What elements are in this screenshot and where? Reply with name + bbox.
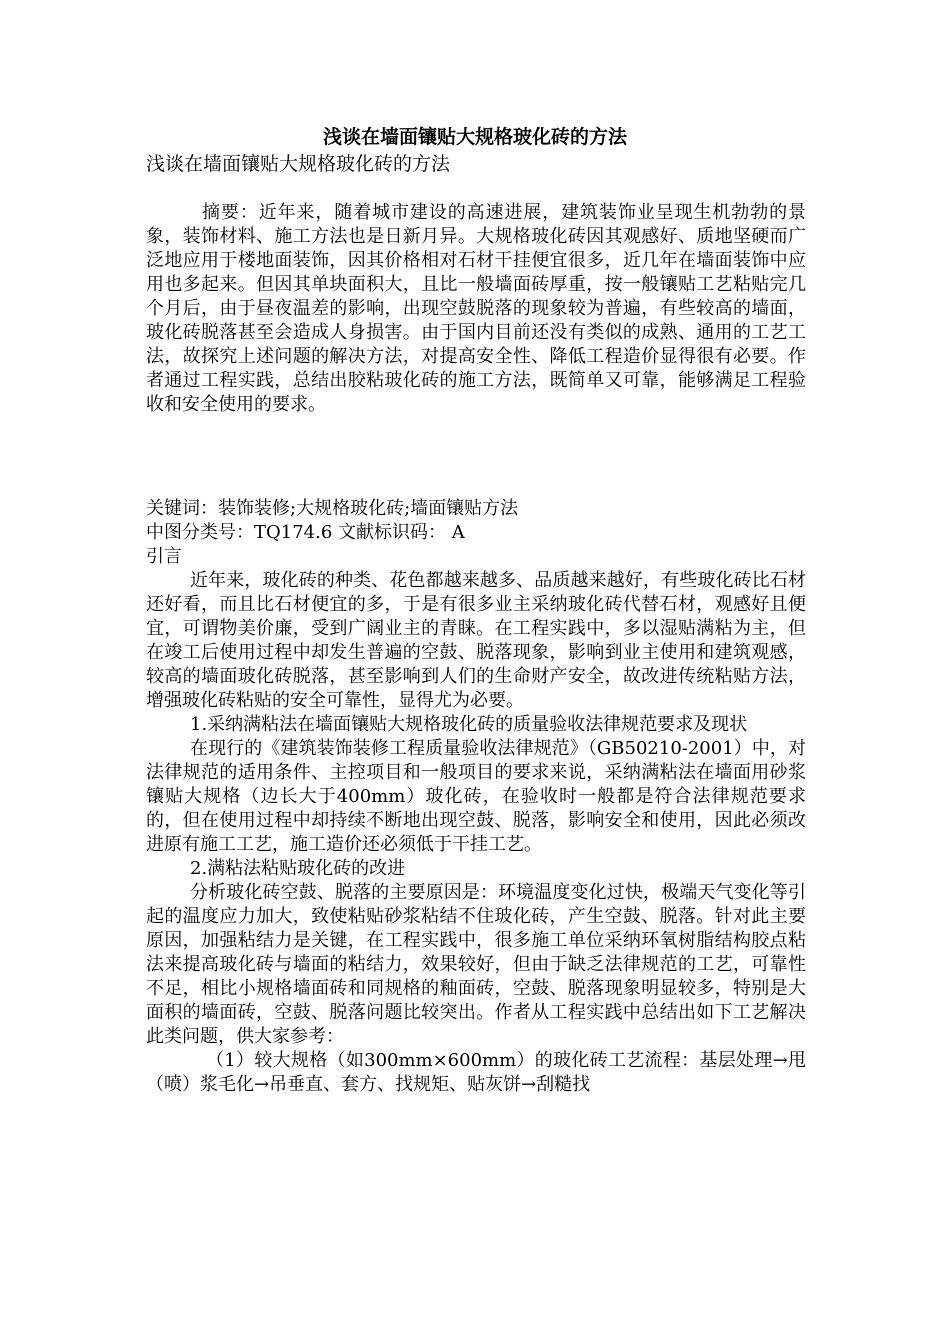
abstract-paragraph: 摘要：近年来，随着城市建设的高速进展，建筑装饰业呈现生机勃勃的景象，装饰材料、施工方法也是日新月异。大规格玻化砖因其观感好、质地坚硬而广泛地应用于楼地面装饰，因其价格相对石材干挂便宜很多，近几年在墙面装饰中应用也多起来。但因其单块面积大，且比一般墙面砖厚重，按一般镶贴工艺粘贴完几个月后，由于昼夜温差的影响，出现空鼓脱落的现象较为普遍，有些较高的墙面，玻化砖脱落甚至会造成人身损害。由于国内目前还没有类似的成熟、通用的工艺工法，故探究上述问题的解决方法，对提高安全性、降低工程造价显得很有必要。作者通过工程实践，总结出胶粘玻化砖的施工方法，既简单又可靠，能够满足工程验收和安全使用的要求。 <box>146 202 806 415</box>
document-title: 浅谈在墙面镶贴大规格玻化砖的方法 <box>322 126 627 148</box>
section2-paragraph: 分析玻化砖空鼓、脱落的主要原因是：环境温度变化过快，极端天气变化等引起的温度应力加大，致使粘贴砂浆粘结不住玻化砖，产生空鼓、脱落。针对此主要原因，加强粘结力是关键，在工程实践中，很多施工单位采纳环氧树脂结构胶点粘法来提高玻化砖与墙面的粘结力，效果较好，但由于缺乏法律规范的工艺，可靠性不足，相比小规格墙面砖和同规格的釉面砖，空鼓、脱落现象明显较多，特别是大面积的墙面砖，空鼓、脱落问题比较突出。作者从工程实践中总结出如下工艺解决此类问题，供大家参考： <box>146 882 806 1047</box>
intro-heading: 引言 <box>146 546 182 567</box>
section1-paragraph: 在现行的《建筑装饰装修工程质量验收法律规范》（GB50210-2001）中，对法律规范的适用条件、主控项目和一般项目的要求来说，采纳满粘法在墙面用砂浆镶贴大规格（边长大于400mm）玻化砖，在验收时一般都是符合法律规范要求的，但在使用过程中却持续不断地出现空鼓、脱落，影响安全和使用，因此必须改进原有施工工艺，施工造价还必须低于干挂工艺。 <box>146 738 806 855</box>
step1-paragraph: （1）较大规格（如300mm×600mm）的玻化砖工艺流程：基层处理→甩（喷）浆毛化→吊垂直、套方、找规矩、贴灰饼→刮糙找 <box>146 1050 806 1095</box>
document-subtitle: 浅谈在墙面镶贴大规格玻化砖的方法 <box>146 153 451 175</box>
main-text <box>146 497 806 1097</box>
classification-line: 中图分类号：TQ174.6 文献标识码： A <box>146 522 465 543</box>
intro-paragraph: 近年来，玻化砖的种类、花色都越来越多、品质越来越好，有些玻化砖比石材还好看，而且比石材便宜的多，于是有很多业主采纳玻化砖代替石材，观感好且便宜，可谓物美价廉，受到广阔业主的青睐。在工程实践中，多以湿贴满粘为主，但在竣工后使用过程中却发生普遍的空鼓、脱落现象，影响到业主使用和建筑观感，较高的墙面玻化砖脱落，甚至影响到人们的生命财产安全，故改进传统粘贴方法，增强玻化砖粘贴的安全可靠性，显得尤为必要。 <box>146 570 806 711</box>
section2-heading: 2.满粘法粘贴玻化砖的改进 <box>190 858 406 879</box>
keywords-line: 关键词：装饰装修;大规格玻化砖;墙面镶贴方法 <box>146 498 519 519</box>
section1-heading: 1.采纳满粘法在墙面镶贴大规格玻化砖的质量验收法律规范要求及现状 <box>190 714 748 735</box>
